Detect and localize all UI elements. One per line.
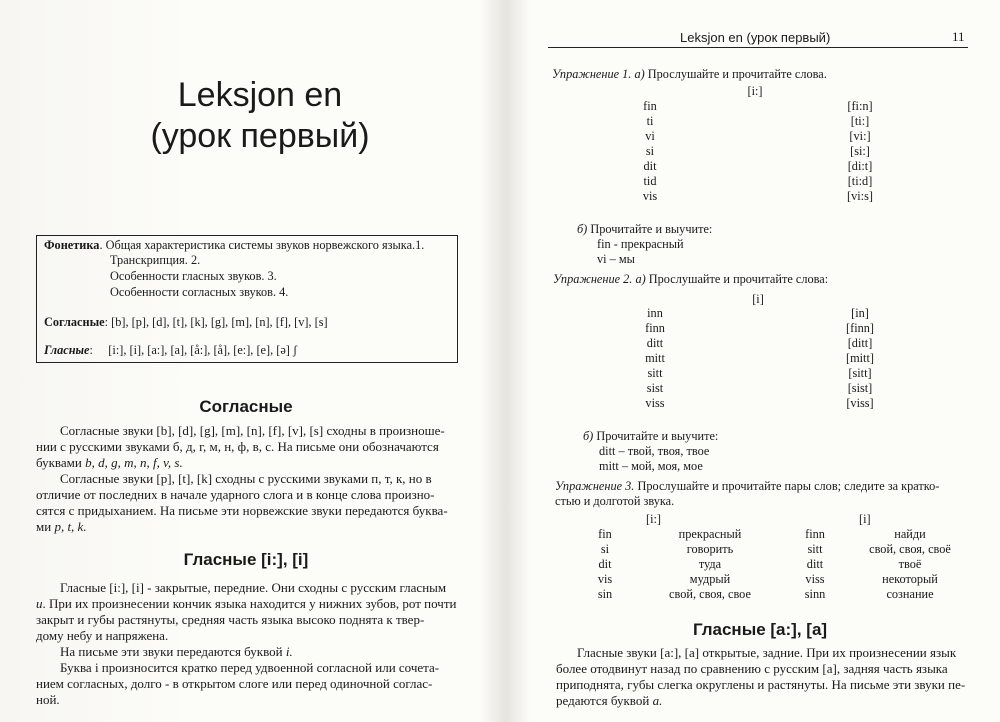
vowels-text: : [i:], [i], [a:], [a], [å:], [å], [e:], [e], [ə] ʃ — [89, 343, 298, 357]
ex1b-label: б) — [577, 222, 588, 236]
ex3-w2: ditt — [806, 557, 824, 571]
consonants-text: : [b], [p], [d], [t], [k], [g], [m], [n], [f], [v], [s] — [104, 315, 328, 329]
ex2-transcription: [ditt] — [847, 336, 873, 350]
ex2-heading — [553, 272, 828, 287]
phonetics-item-1: Транскрипция. 2. — [110, 253, 201, 267]
ex3-t2: некоторый — [882, 572, 938, 586]
ex1-label: Упражнение 1. а) — [552, 67, 645, 81]
ex1b-text: Прочитайте и выучите: — [587, 222, 713, 236]
vow-par1-line4: дому небу и напряжена. — [36, 628, 169, 643]
phonetics-text: . Общая характеристика системы звуков норвежского языка.1. — [99, 238, 425, 252]
ex3-w2: viss — [805, 572, 825, 586]
vow-par3-line2: нием согласных, долго - в открытом слоге или перед одиночной соглас- — [36, 676, 433, 691]
ex3-text-line2: стью и долготой звука. — [555, 494, 675, 508]
vow-par1-text: . При их произнесении кончик языка находится у нижних зубов, рот почти — [42, 596, 457, 611]
ex3-w1: dit — [598, 557, 612, 571]
a-par-end-text: редаются буквой — [556, 693, 653, 708]
ex1-transcription: [ti:d] — [847, 174, 873, 188]
vow-par3-line1: Буква i произносится кратко перед удвоенной согласной или сочета- — [60, 660, 440, 675]
page-number: 11 — [952, 29, 965, 44]
ex1-transcription: [fi:n] — [847, 99, 873, 113]
ex2-label: Упражнение 2. а) — [553, 272, 646, 286]
phonetics-line — [44, 238, 424, 253]
vowels-heading: Гласные [i:], [i] — [183, 550, 309, 569]
ex1-text: Прослушайте и прочитайте слова. — [644, 67, 827, 81]
ex2b-item: mitt – мой, моя, мое — [599, 459, 703, 473]
vow-par2-text: На письме эти звуки передаются буквой — [60, 644, 286, 659]
vow-par1-line1: Гласные [i:], [i] - закрытые, передние. Они сходны с русским гласным — [60, 580, 447, 595]
lesson-title-line1: Leksjon en — [177, 76, 343, 114]
ex3-w1: sin — [597, 587, 613, 601]
ex3-t1: мудрый — [689, 572, 731, 586]
cons-par2-end-text: ми — [36, 519, 55, 534]
lesson-title-line2: (урок первый) — [150, 117, 370, 155]
ex1-transcription: [vi:] — [849, 129, 871, 143]
ex2b-heading — [583, 429, 718, 444]
ex1b-item: fin - прекрасный — [597, 237, 684, 251]
vow-par1-letter: и — [36, 596, 43, 611]
ex1-word: fin — [643, 99, 657, 113]
consonants-line — [44, 315, 328, 330]
vow-par3-line3: ной. — [36, 692, 60, 707]
ex3-head-right: [i] — [859, 512, 871, 526]
ex3-text: Прослушайте и прочитайте пары слов; следите за кратко- — [634, 479, 940, 493]
ex1-word: vi — [645, 129, 655, 143]
header-rule — [548, 47, 968, 48]
ex2b-text: Прочитайте и выучите: — [593, 429, 719, 443]
ex2-transcription: [sitt] — [848, 366, 872, 380]
cons-par2-line4 — [36, 519, 87, 534]
ex1-word: dit — [643, 159, 657, 173]
ex3-w1: fin — [598, 527, 612, 541]
ex2b-item: ditt – твой, твоя, твое — [599, 444, 710, 458]
cons-par2-line1: Согласные звуки [p], [t], [k] сходны с русскими звуками п, т, к, но в — [60, 471, 432, 486]
ex2-word: inn — [647, 306, 663, 320]
ex1-transcription: [si:] — [850, 144, 870, 158]
ex1-transcription: [ti:] — [850, 114, 870, 128]
ex2-transcription: [sist] — [847, 381, 873, 395]
consonants-label: Согласные — [44, 315, 105, 329]
a-par-line4 — [556, 693, 662, 708]
ex2-word: sist — [646, 381, 664, 395]
running-header: Leksjon en (урок первый) — [680, 30, 831, 45]
cons-par1-end-text: буквами — [36, 455, 86, 470]
ex1-sound: [i:] — [747, 84, 763, 98]
cons-par1-line3 — [36, 455, 183, 470]
ex1-transcription: [di:t] — [847, 159, 873, 173]
vow-par2-line — [60, 644, 293, 659]
phonetics-item-3: Особенности согласных звуков. 4. — [110, 285, 289, 299]
ex2-word: viss — [645, 396, 665, 410]
ex1b-item: vi – мы — [597, 252, 635, 266]
a-par-letter: a. — [652, 693, 663, 708]
ex1-word: ti — [646, 114, 654, 128]
ex2-transcription: [finn] — [846, 321, 874, 335]
ex3-t1: говорить — [686, 542, 734, 556]
ex3-t1: свой, своя, свое — [669, 587, 751, 601]
ex2-word: sitt — [647, 366, 663, 380]
ex3-heading — [555, 479, 939, 494]
ex2b-label: б) — [583, 429, 594, 443]
cons-par2-letters: p, t, k. — [54, 519, 87, 534]
consonants-heading: Согласные — [199, 397, 293, 416]
ex3-w1: si — [600, 542, 610, 556]
ex3-w2: finn — [805, 527, 825, 541]
ex2-transcription: [viss] — [846, 396, 874, 410]
ex3-w2: sinn — [804, 587, 826, 601]
vow-par1-line2 — [36, 596, 456, 611]
ex2-word: ditt — [646, 336, 664, 350]
cons-par1-line2: нии с русскими звуками б, д, г, м, н, ф, в, с. На письме они обозначаются — [36, 439, 439, 454]
ex3-head-left: [i:] — [646, 512, 662, 526]
a-par-line2: более отодвинут назад по сравнению с русским [a], задняя часть языка — [556, 661, 948, 676]
ex2-transcription: [in] — [851, 306, 869, 320]
ex3-t1: прекрасный — [678, 527, 742, 541]
vow-par2-letter: i. — [285, 644, 293, 659]
ex3-t2: сознание — [886, 587, 934, 601]
ex1-heading — [552, 67, 827, 82]
vow-par1-line3: закрыт и губы растянуты, средняя часть языка высоко поднята к твер- — [36, 612, 425, 627]
ex3-label: Упражнение 3. — [555, 479, 635, 493]
ex1-word: vis — [642, 189, 658, 203]
vowels-a-heading: Гласные [a:], [a] — [692, 620, 828, 639]
a-par-line3: приподнята, губы слегка округлены и растянуты. На письме эти звуки пе- — [556, 677, 966, 692]
cons-par2-line2: отличие от последних в начале ударного слога и в конце слова произно- — [36, 487, 435, 502]
phonetics-label: Фонетика — [44, 238, 100, 252]
ex3-w2: sitt — [807, 542, 823, 556]
ex3-t2: свой, своя, своё — [869, 542, 951, 556]
ex1-transcription: [vi:s] — [847, 189, 873, 203]
phonetics-item-2: Особенности гласных звуков. 3. — [110, 269, 277, 283]
ex3-t2: твоё — [898, 557, 922, 571]
a-par-line1: Гласные звуки [a:], [a] открытые, задние. При их произнесении язык — [577, 645, 957, 660]
cons-par1-letters: b, d, g, m, n, f, v, s. — [85, 455, 183, 470]
ex1-word: si — [645, 144, 655, 158]
ex3-t2: найди — [894, 527, 926, 541]
vowels-label: Гласные — [44, 343, 90, 357]
ex2-word: mitt — [645, 351, 665, 365]
ex2-sound: [i] — [752, 292, 764, 306]
ex3-t1: туда — [698, 557, 722, 571]
cons-par1-line1: Согласные звуки [b], [d], [g], [m], [n], [f], [v], [s] сходны в произноше- — [60, 423, 445, 438]
ex1-word: tid — [643, 174, 657, 188]
cons-par2-line3: сятся с придыханием. На письме эти норвежские звуки передаются буква- — [36, 503, 448, 518]
ex3-w1: vis — [597, 572, 613, 586]
ex2-text: Прослушайте и прочитайте слова: — [645, 272, 829, 286]
vowels-line — [44, 343, 297, 358]
ex2-transcription: [mitt] — [845, 351, 874, 365]
ex1b-heading — [577, 222, 712, 237]
ex2-word: finn — [645, 321, 665, 335]
